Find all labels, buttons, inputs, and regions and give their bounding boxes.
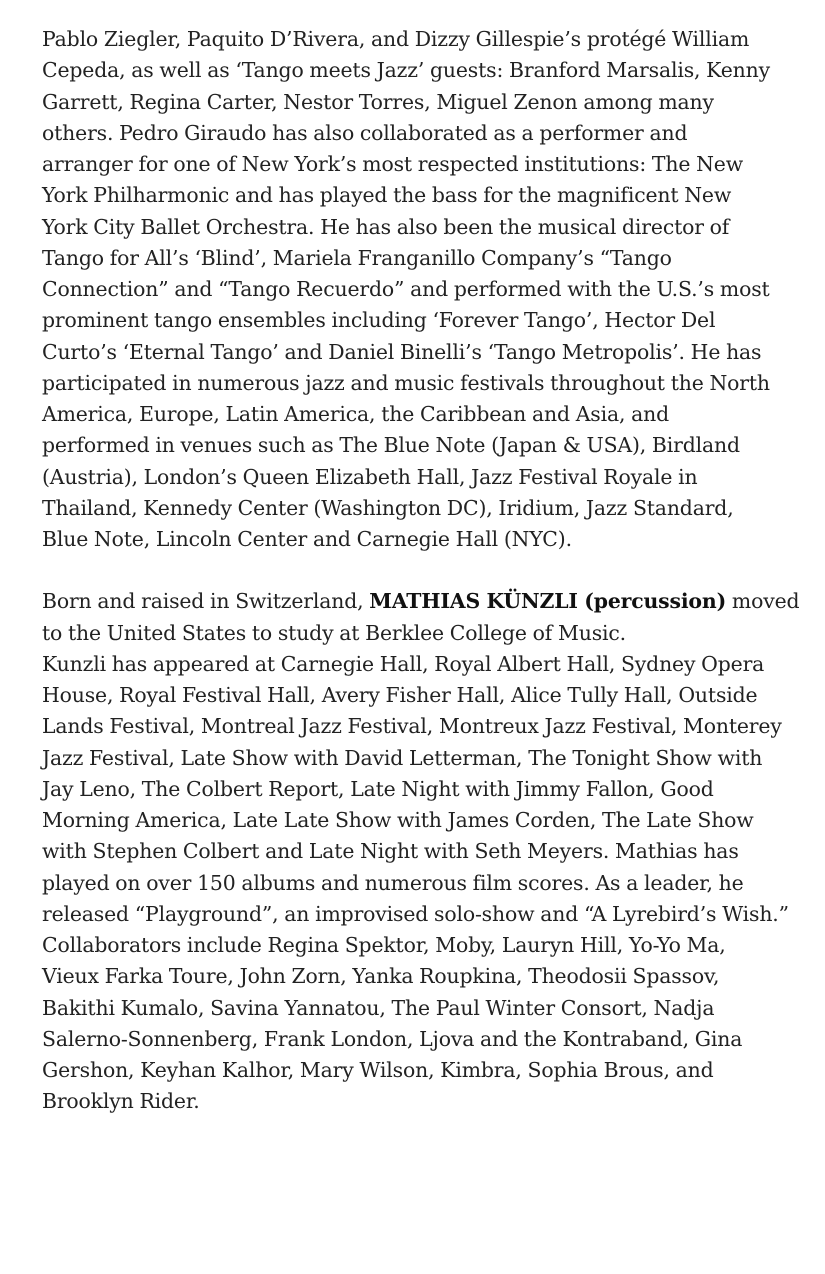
paragraph-pedro-giraudo	[42, 24, 817, 555]
text-line: Collaborators include Regina Spektor, Moby, Lauryn Hill, Yo-Yo Ma,	[42, 933, 726, 957]
text-line: Pablo Ziegler, Paquito D’Rivera, and Dizzy Gillespie’s protégé William	[42, 27, 750, 51]
text-line: Garrett, Regina Carter, Nestor Torres, Miguel Zenon among many	[42, 89, 714, 114]
text-line: Jay Leno, The Colbert Report, Late Night with Jimmy Fallon, Good	[42, 776, 714, 801]
text-line: Tango for All’s ‘Blind’, Mariela Franganillo Company’s “Tango	[42, 245, 672, 270]
text-line: Gershon, Keyhan Kalhor, Mary Wilson, Kimbra, Sophia Brous, and	[42, 1058, 714, 1082]
performer-name: MATHIAS KÜNZLI (percussion)	[369, 589, 727, 614]
text-line: (Austria), London’s Queen Elizabeth Hall, Jazz Festival Royale in	[42, 464, 698, 489]
text-line: Jazz Festival, Late Show with David Letterman, The Tonight Show with	[42, 745, 763, 770]
text-line: others. Pedro Giraudo has also collaborated as a performer and	[42, 120, 688, 145]
text-line: to the United States to study at Berklee College of Music.	[42, 620, 627, 645]
text-line: Lands Festival, Montreal Jazz Festival, Montreux Jazz Festival, Monterey	[42, 714, 782, 739]
text-line: played on over 150 albums and numerous film scores. As a leader, he	[42, 870, 744, 895]
text-line: Thailand, Kennedy Center (Washington DC), Iridium, Jazz Standard,	[42, 495, 734, 520]
text-segment: Born and raised in Switzerland,	[42, 589, 370, 614]
text-line: Blue Note, Lincoln Center and Carnegie Hall (NYC).	[42, 527, 572, 551]
text-line: Vieux Farka Toure, John Zorn, Yanka Roupkina, Theodosii Spassov,	[42, 964, 720, 989]
text-segment: moved	[726, 589, 800, 614]
text-line-with-name	[42, 586, 817, 617]
text-line: York Philharmonic and has played the bass for the magnificent New	[42, 183, 732, 208]
text-line: Morning America, Late Late Show with James Corden, The Late Show	[42, 808, 754, 832]
text-line: with Stephen Colbert and Late Night with Seth Meyers. Mathias has	[42, 839, 739, 864]
text-line: performed in venues such as The Blue Note (Japan & USA), Birdland	[42, 433, 740, 458]
text-line: released “Playground”, an improvised solo-show and “A Lyrebird’s Wish.”	[42, 901, 789, 926]
text-line: Kunzli has appeared at Carnegie Hall, Royal Albert Hall, Sydney Opera	[42, 651, 765, 676]
paragraph-mathias-kunzli	[42, 586, 817, 1117]
text-line: Salerno-Sonnenberg, Frank London, Ljova and the Kontraband, Gina	[42, 1026, 743, 1051]
text-line: Curto’s ‘Eternal Tango’ and Daniel Binelli’s ‘Tango Metropolis’. He has	[42, 339, 762, 364]
text-line: America, Europe, Latin America, the Caribbean and Asia, and	[42, 402, 670, 426]
text-line: Bakithi Kumalo, Savina Yannatou, The Paul Winter Consort, Nadja	[42, 995, 715, 1020]
text-line: participated in numerous jazz and music festivals throughout the North	[42, 370, 770, 395]
document-page	[42, 24, 817, 1118]
text-line: prominent tango ensembles including ‘Forever Tango’, Hector Del	[42, 308, 716, 333]
text-line: arranger for one of New York’s most respected institutions: The New	[42, 152, 744, 176]
text-line: Connection” and “Tango Recuerdo” and performed with the U.S.’s most	[42, 277, 770, 301]
text-line: Cepeda, as well as ‘Tango meets Jazz’ guests: Branford Marsalis, Kenny	[42, 58, 770, 83]
text-line: Brooklyn Rider.	[42, 1089, 200, 1114]
text-line: House, Royal Festival Hall, Avery Fisher Hall, Alice Tully Hall, Outside	[42, 683, 758, 707]
text-line: York City Ballet Orchestra. He has also been the musical director of	[42, 214, 730, 239]
